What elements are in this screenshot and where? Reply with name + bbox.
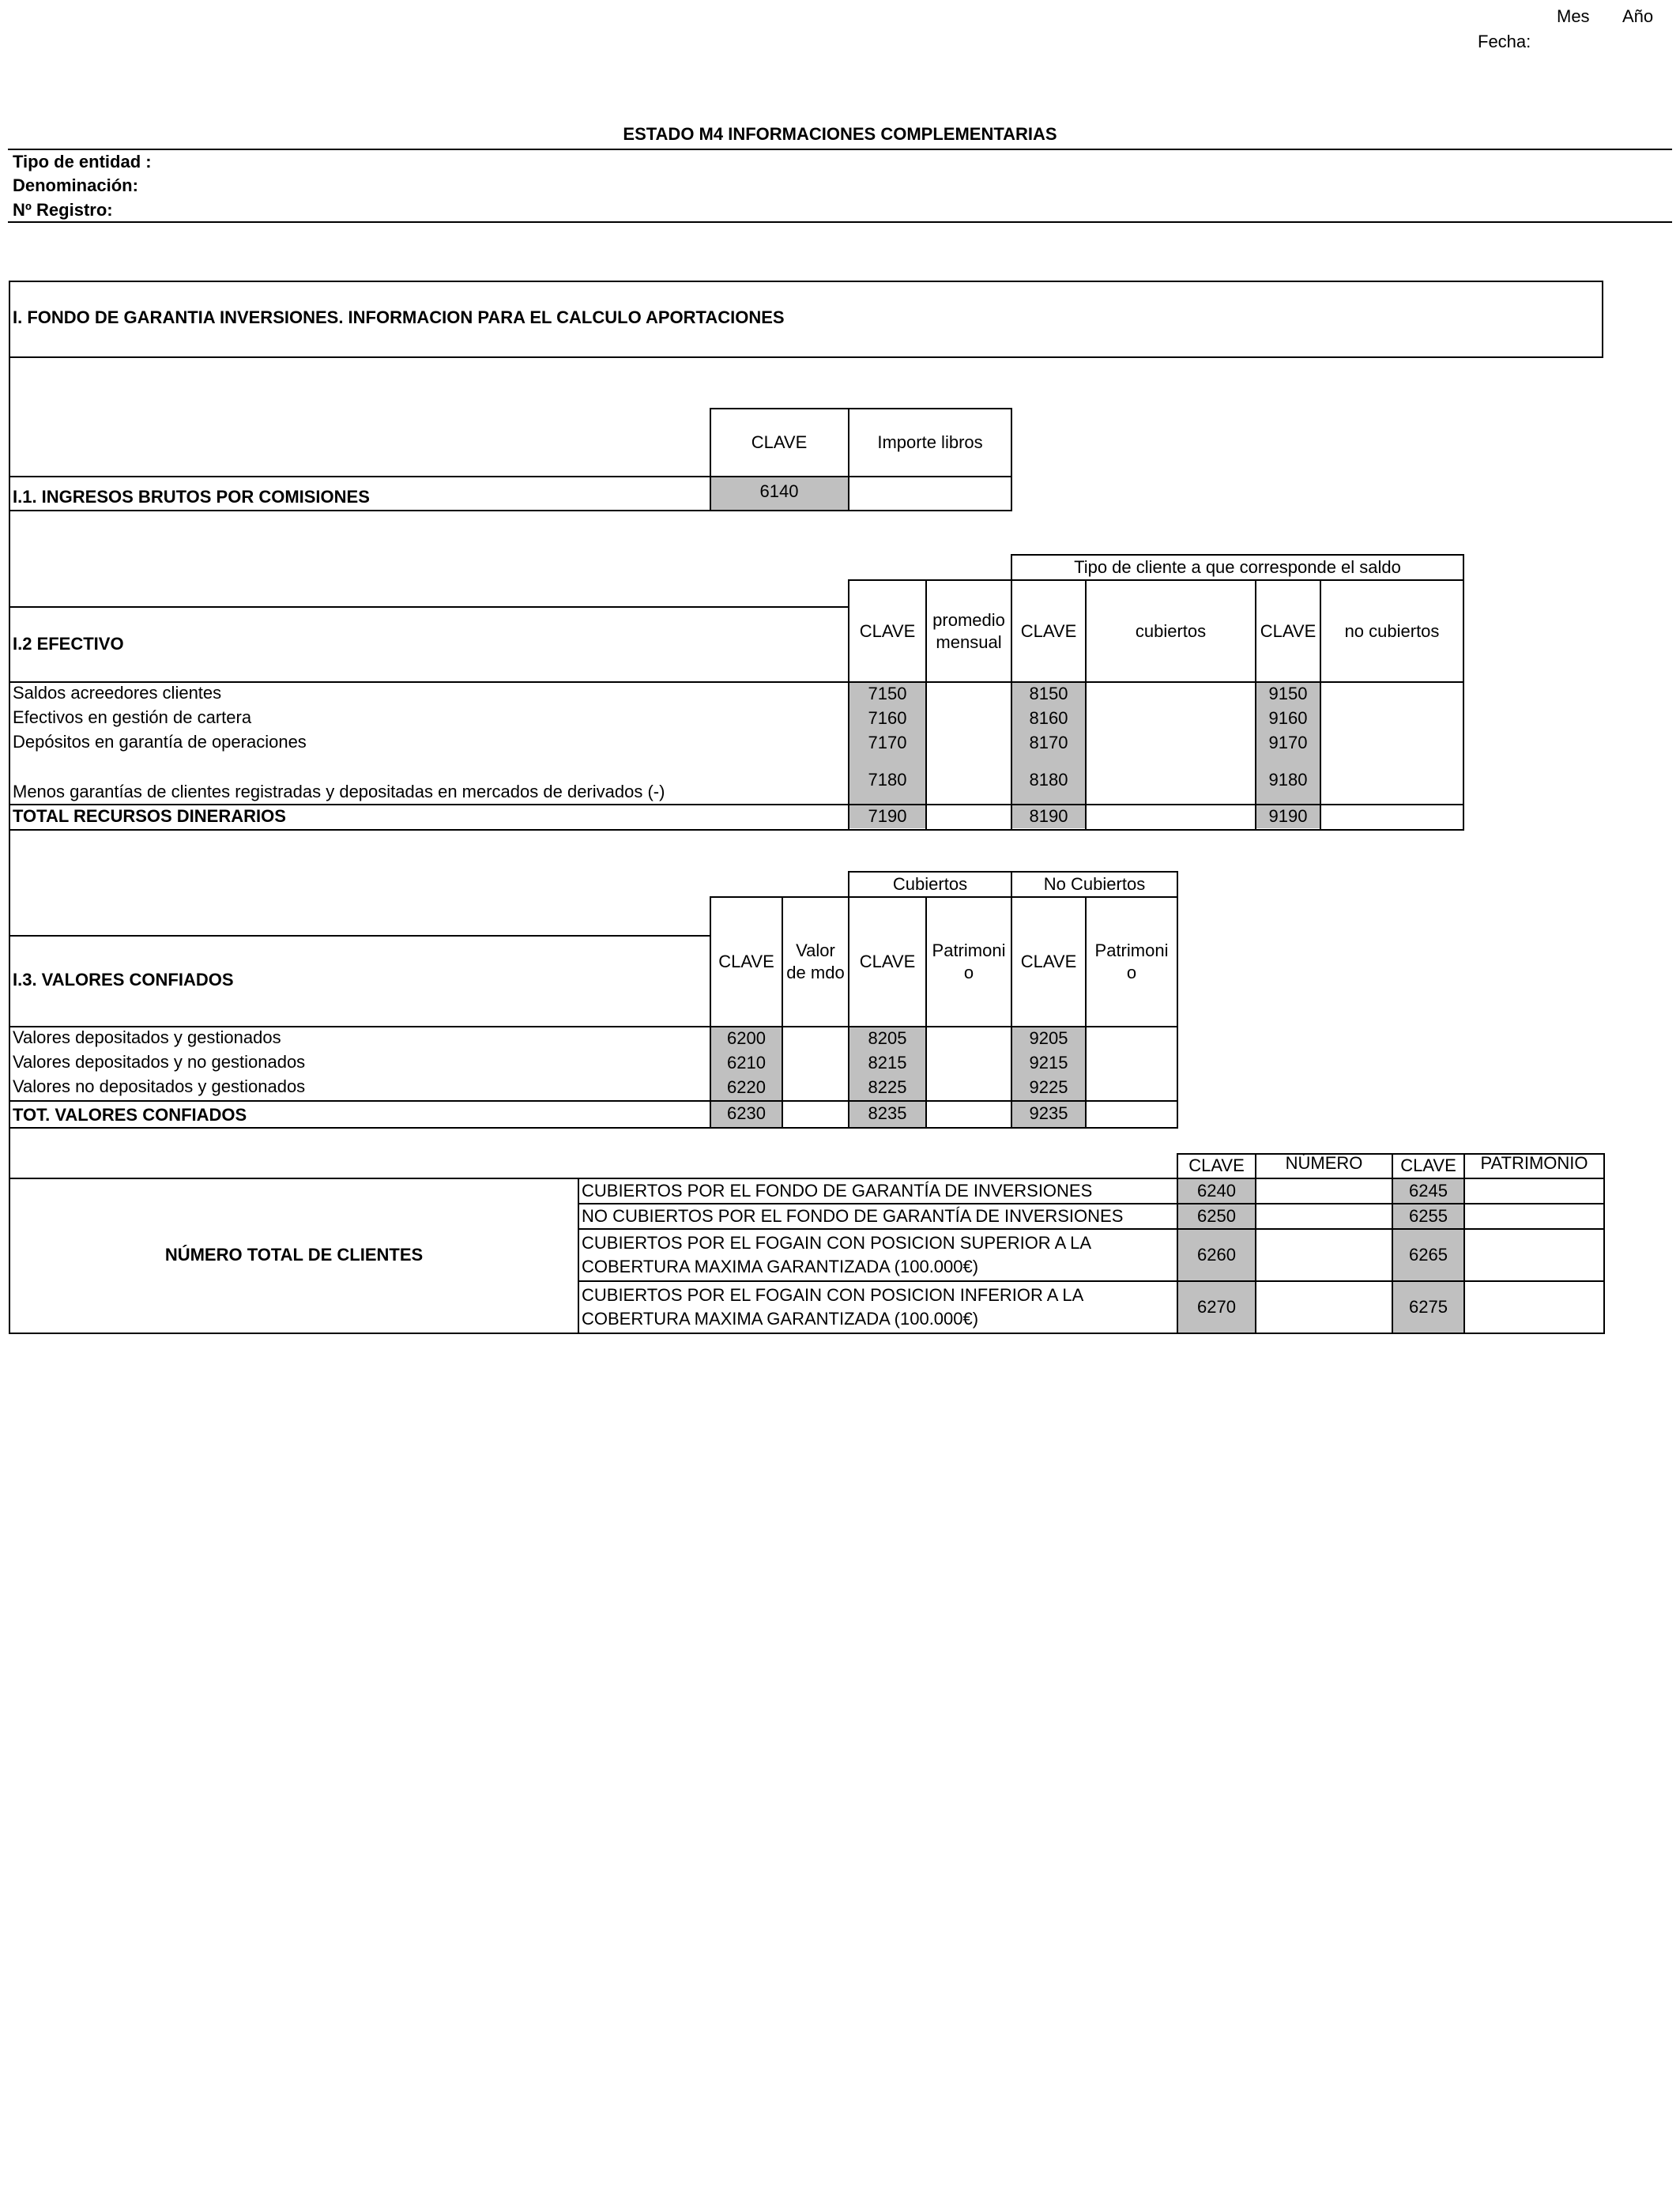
- clave-code: 7160: [868, 708, 907, 728]
- clave-code: 6210: [727, 1053, 766, 1072]
- row-label: CUBIERTOS POR EL FOGAIN CON POSICION SUPERIOR A LA: [582, 1233, 1092, 1253]
- clave-code: 6250: [1197, 1206, 1236, 1226]
- row-label: Depósitos en garantía de operaciones: [13, 732, 307, 752]
- clave-code: 6140: [759, 481, 799, 501]
- col-patrimonio-header: [927, 898, 1011, 1026]
- registro-label: Nº Registro:: [13, 200, 113, 220]
- col-no-cubiertos-header: no cubiertos: [1344, 620, 1440, 641]
- col-patrimonio-header: PATRIMONIO: [1480, 1153, 1588, 1173]
- clave-code: 6260: [1197, 1245, 1236, 1265]
- clave-code: 7150: [868, 684, 907, 703]
- patrimonio-input[interactable]: [1465, 1179, 1603, 1333]
- col-clave-header: CLAVE: [859, 620, 916, 641]
- clave-code: 8205: [868, 1028, 907, 1048]
- valor-mdo-input[interactable]: [783, 1027, 848, 1127]
- clave-code: 6230: [727, 1103, 766, 1123]
- clave-code: 9190: [1268, 806, 1308, 826]
- divider: [8, 221, 1672, 223]
- row-label: COBERTURA MAXIMA GARANTIZADA (100.000€): [582, 1257, 979, 1276]
- row-label: CUBIERTOS POR EL FONDO DE GARANTÍA DE INVERSIONES: [582, 1181, 1093, 1201]
- col-patrimonio-line: o: [1126, 963, 1137, 982]
- total-label: TOT. VALORES CONFIADOS: [13, 1105, 247, 1125]
- row-label: Valores depositados y gestionados: [13, 1027, 281, 1047]
- no-cubiertos-input[interactable]: [1321, 683, 1463, 804]
- col-clave-header: CLAVE: [859, 952, 916, 971]
- col-clave-header: CLAVE: [1020, 620, 1077, 641]
- clientes-label: NÚMERO TOTAL DE CLIENTES: [164, 1245, 424, 1265]
- cubiertos-input[interactable]: [1087, 683, 1255, 804]
- numero-input[interactable]: [1256, 1179, 1392, 1333]
- s12-label: I.2 EFECTIVO: [13, 634, 124, 654]
- row-label: COBERTURA MAXIMA GARANTIZADA (100.000€): [582, 1309, 979, 1329]
- tipo-entidad-label: Tipo de entidad :: [13, 152, 152, 172]
- clave-code: 6265: [1409, 1245, 1448, 1265]
- col-clave-header: CLAVE: [751, 432, 808, 452]
- clave-code: 6275: [1409, 1297, 1448, 1317]
- col-clave-header: CLAVE: [1020, 952, 1077, 971]
- col-valor-line: de mdo: [786, 963, 845, 982]
- col-patrimonio-header: [1087, 898, 1177, 1026]
- section-left-border: [9, 357, 10, 1333]
- clave-code: 9150: [1268, 684, 1308, 703]
- clave-code: 8180: [1029, 770, 1068, 790]
- clave-code: 6220: [727, 1077, 766, 1097]
- mes-label: Mes: [1557, 6, 1590, 26]
- clave-code: 9160: [1268, 708, 1308, 728]
- clave-code: 6270: [1197, 1297, 1236, 1317]
- col-clave-header: CLAVE: [1260, 620, 1317, 641]
- col-patrimonio-line: Patrimoni: [932, 941, 1006, 960]
- col-valor-header: [783, 898, 848, 1026]
- patrimonio-cubiertos-input[interactable]: [927, 1027, 1011, 1127]
- s11-label: I.1. INGRESOS BRUTOS POR COMISIONES: [13, 487, 370, 507]
- col-clave-header: CLAVE: [1400, 1155, 1456, 1175]
- clave-code: 6245: [1409, 1181, 1448, 1201]
- s13-label: I.3. VALORES CONFIADOS: [13, 970, 234, 990]
- patrimonio-no-cubiertos-input[interactable]: [1087, 1027, 1177, 1127]
- group-header-cubiertos: Cubiertos: [892, 874, 968, 894]
- clave-code: 8170: [1029, 733, 1068, 752]
- promedio-input[interactable]: [927, 683, 1011, 804]
- col-cubiertos-header: cubiertos: [1135, 620, 1207, 641]
- page-title: ESTADO M4 INFORMACIONES COMPLEMENTARIAS: [623, 124, 1057, 144]
- clave-code: 7170: [868, 733, 907, 752]
- importe-input[interactable]: [849, 477, 1011, 509]
- col-patrimonio-line: Patrimoni: [1094, 941, 1169, 960]
- clave-code: 8150: [1029, 684, 1068, 703]
- row-label: Valores depositados y no gestionados: [13, 1052, 306, 1072]
- clave-code: 6240: [1197, 1181, 1236, 1201]
- clave-code: 8160: [1029, 708, 1068, 728]
- clave-code: 8190: [1029, 806, 1068, 826]
- total-label: TOTAL RECURSOS DINERARIOS: [13, 806, 286, 826]
- row-label: Menos garantías de clientes registradas y depositadas en mercados de derivados (-): [13, 782, 665, 801]
- group-header-tipo-cliente: Tipo de cliente a que corresponde el saldo: [1074, 557, 1401, 577]
- clave-code: 9205: [1029, 1028, 1068, 1048]
- clave-code: 9225: [1029, 1077, 1068, 1097]
- row-label: Efectivos en gestión de cartera: [13, 707, 252, 727]
- anio-label: Año: [1622, 6, 1654, 26]
- clave-code: 6255: [1409, 1206, 1448, 1226]
- fecha-label: Fecha:: [1478, 32, 1531, 51]
- col-numero-header: NÚMERO: [1285, 1153, 1363, 1173]
- row-label: NO CUBIERTOS POR EL FONDO DE GARANTÍA DE INVERSIONES: [582, 1206, 1124, 1226]
- clave-code: 8215: [868, 1053, 907, 1072]
- row-label: Valores no depositados y gestionados: [13, 1076, 306, 1096]
- clave-code: 7180: [868, 770, 907, 790]
- clave-code: 7190: [868, 806, 907, 826]
- row-label: CUBIERTOS POR EL FOGAIN CON POSICION INFERIOR A LA: [582, 1285, 1084, 1305]
- col-promedio-header: promedio mensual: [932, 609, 1005, 652]
- clave-code: 9235: [1029, 1103, 1068, 1123]
- col-valor-line: Valor: [796, 941, 835, 960]
- divider: [8, 149, 1672, 150]
- clave-code: 8235: [868, 1103, 907, 1123]
- group-header-no-cubiertos: No Cubiertos: [1043, 874, 1146, 894]
- clave-code: 9180: [1268, 770, 1308, 790]
- denominacion-label: Denominación:: [13, 175, 138, 195]
- clave-code: 8225: [868, 1077, 907, 1097]
- clave-code: 9215: [1029, 1053, 1068, 1072]
- col-importe-header: Importe libros: [877, 432, 983, 452]
- clave-code: 6200: [727, 1028, 766, 1048]
- col-clave-header: CLAVE: [718, 952, 774, 971]
- row-label: Saldos acreedores clientes: [13, 683, 222, 703]
- col-clave-header: CLAVE: [1188, 1155, 1245, 1175]
- col-patrimonio-line: o: [963, 963, 974, 982]
- clave-code: 9170: [1268, 733, 1308, 752]
- section-title: I. FONDO DE GARANTIA INVERSIONES. INFORMACION PARA EL CALCULO APORTACIONES: [13, 307, 785, 327]
